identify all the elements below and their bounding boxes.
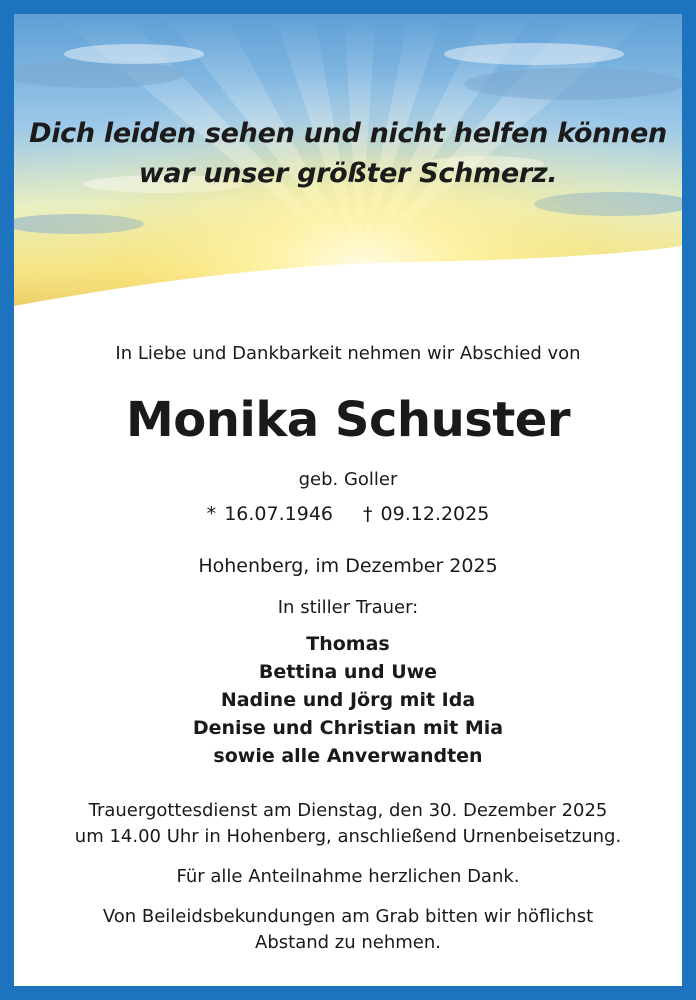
quote-line-1: Dich leiden sehen und nicht helfen können [29, 118, 667, 149]
life-dates [14, 500, 682, 528]
note-line-1: Von Beileidsbekundungen am Grab bitten wir höflichst [102, 906, 594, 927]
deceased-name: Monika Schuster [126, 392, 570, 448]
mourning-label: In stiller Trauer: [277, 597, 419, 618]
service-line-2: um 14.00 Uhr in Hohenberg, anschließend Urnenbeisetzung. [74, 826, 622, 847]
place-date: Hohenberg, im Dezember 2025 [198, 555, 498, 577]
mourner-item: sowie alle Anverwandten [213, 745, 483, 767]
death-date: † 09.12.2025 [363, 503, 490, 525]
mourner-item: Denise und Christian mit Mia [192, 717, 504, 739]
quote-line-2: war unser größter Schmerz. [138, 158, 558, 189]
condolence-note [14, 904, 682, 956]
mourner-item: Bettina und Uwe [258, 661, 438, 683]
birth-date: * 16.07.1946 [206, 503, 333, 525]
born-name: geb. Goller [298, 469, 398, 490]
thanks-text: Für alle Anteilnahme herzlichen Dank. [176, 866, 520, 887]
note-line-2: Abstand zu nehmen. [255, 932, 441, 953]
obituary-content [14, 336, 682, 956]
service-line-1: Trauergottesdienst am Dienstag, den 30. Dezember 2025 [88, 800, 608, 821]
service-info [14, 798, 682, 850]
quote [14, 114, 682, 194]
mourners-list [14, 630, 682, 770]
intro-text: In Liebe und Dankbarkeit nehmen wir Abschied von [115, 343, 581, 364]
mourner-item: Nadine und Jörg mit Ida [220, 689, 476, 711]
mourner-item: Thomas [306, 633, 390, 655]
